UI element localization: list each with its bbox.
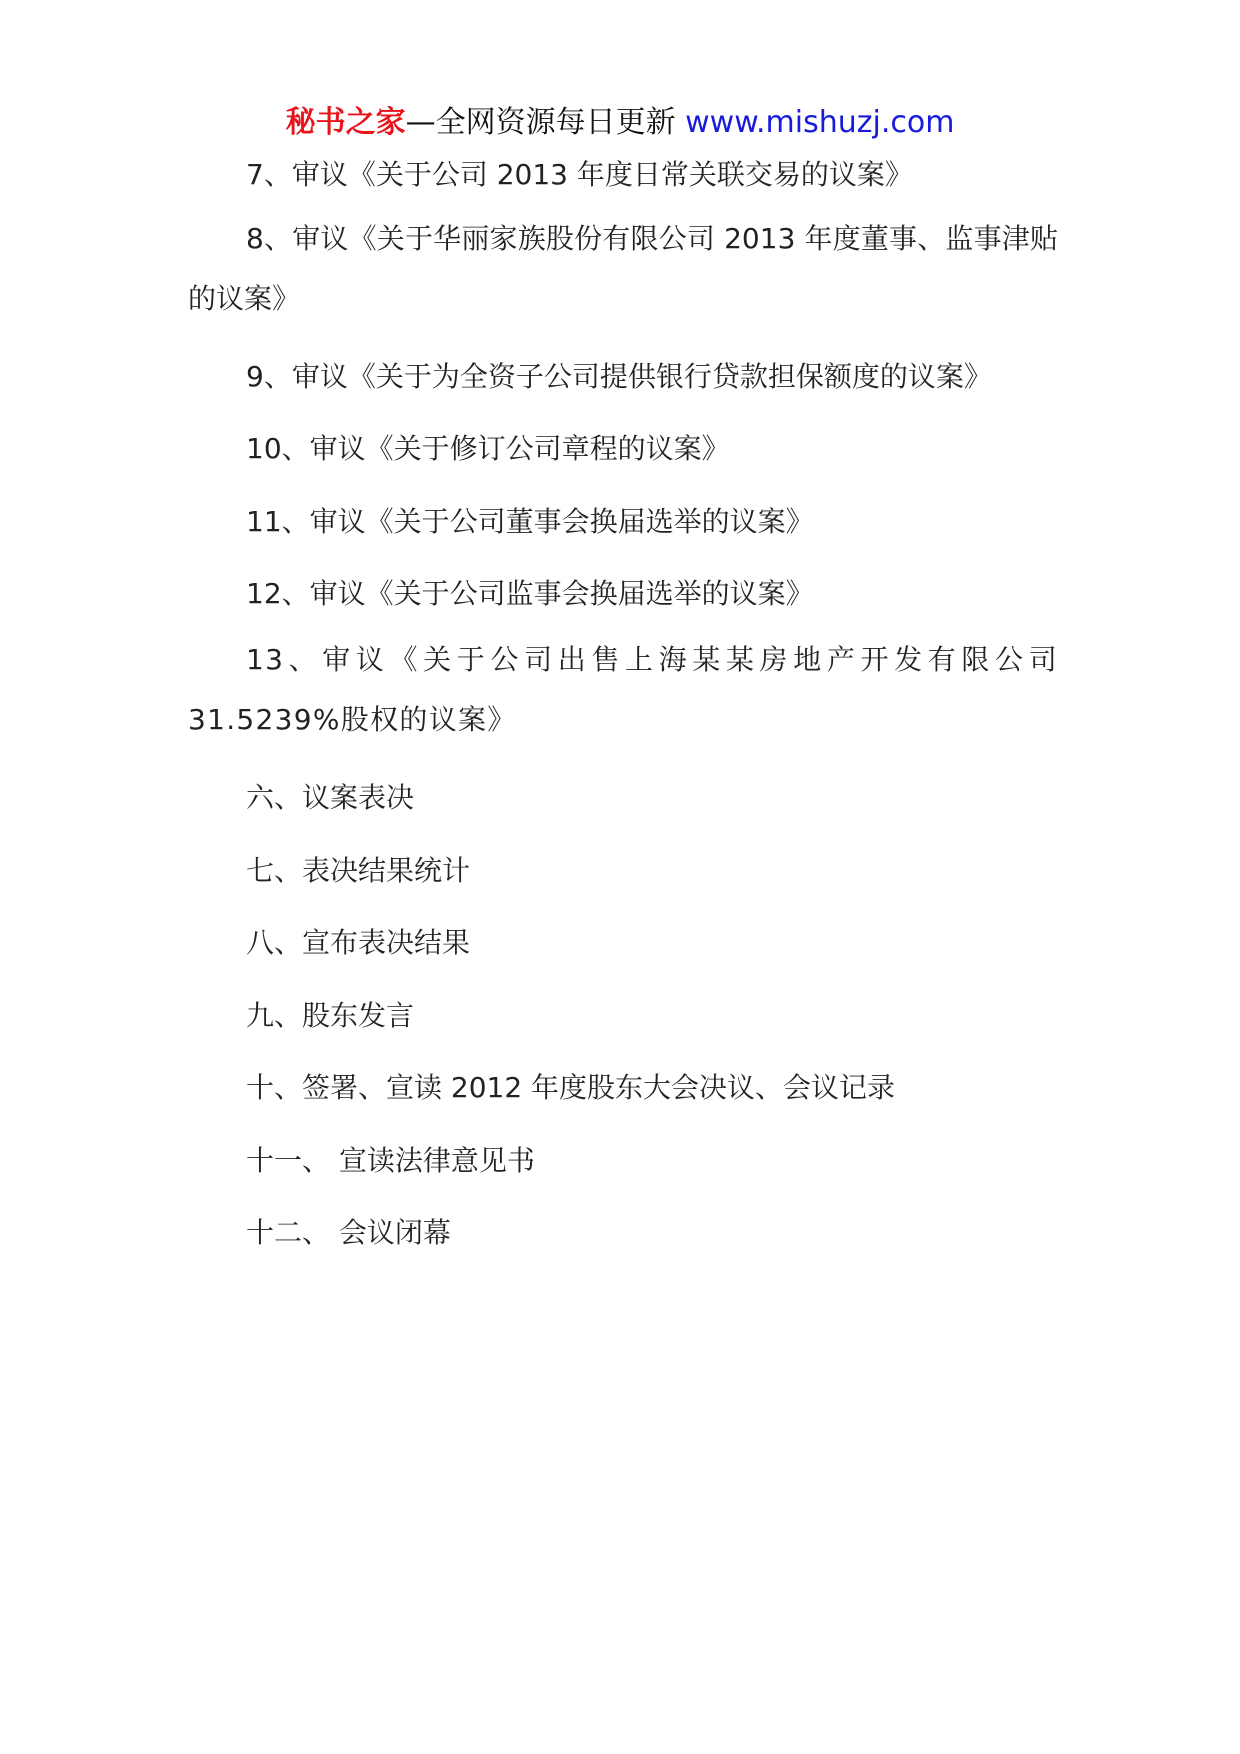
brand-name: 秘书之家 [285, 105, 406, 140]
section-eight: 八、宣布表决结果 [246, 926, 471, 959]
agenda-item-7: 7、审议《关于公司 2013 年度日常关联交易的议案》 [246, 158, 913, 191]
agenda-item-11: 11、审议《关于公司董事会换届选举的议案》 [246, 505, 814, 538]
site-header [0, 103, 1240, 143]
section-seven: 七、表决结果统计 [246, 854, 471, 887]
section-nine: 九、股东发言 [246, 999, 415, 1032]
agenda-item-12: 12、审议《关于公司监事会换届选举的议案》 [246, 577, 814, 610]
header-slogan: —全网资源每日更新 [405, 105, 686, 140]
agenda-item-8: 8、审议《关于华丽家族股份有限公司 2013 年度董事、监事津贴的议案》 [188, 222, 1058, 315]
agenda-item-9: 9、审议《关于为全资子公司提供银行贷款担保额度的议案》 [246, 360, 992, 393]
section-six: 六、议案表决 [246, 781, 415, 814]
section-ten: 十、签署、宣读 2012 年度股东大会决议、会议记录 [246, 1071, 896, 1104]
agenda-item-10: 10、审议《关于修订公司章程的议案》 [246, 432, 730, 465]
section-twelve: 十二、 会议闭幕 [246, 1216, 451, 1249]
section-eleven: 十一、 宣读法律意见书 [246, 1144, 535, 1177]
site-url-link[interactable]: www.mishuzj.com [685, 105, 955, 140]
agenda-item-13: 13、审议《关于公司出售上海某某房地产开发有限公司 31.5239%股权的议案》 [188, 643, 1058, 736]
